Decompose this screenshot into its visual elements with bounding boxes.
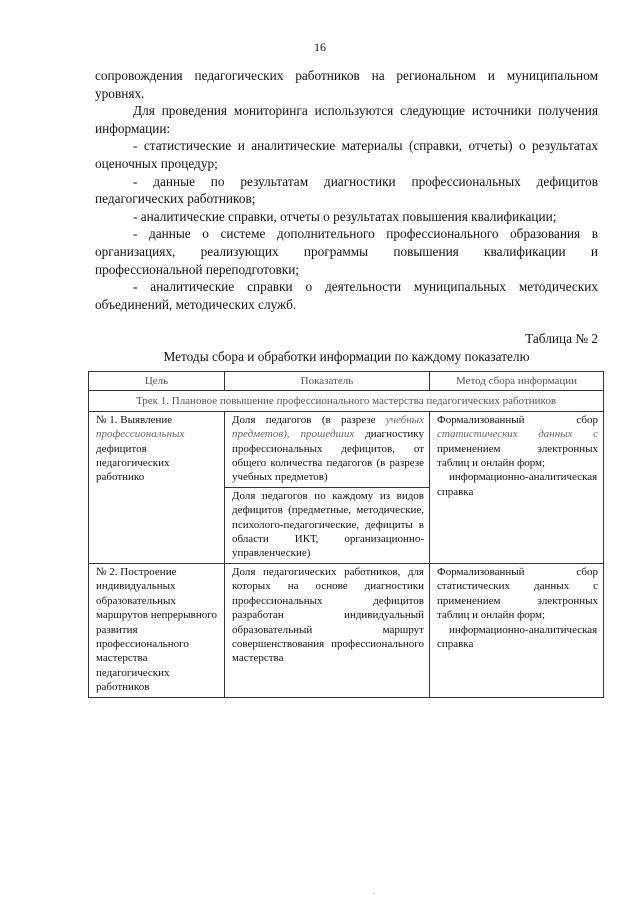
track-heading: Трек 1. Плановое повышение профессионального мастерства педагогических работников — [89, 391, 604, 411]
method-text-rest: применением электронных таблиц и онлайн форм; — [437, 442, 598, 470]
indicator-text: Доля педагогов (в разрезе — [232, 413, 376, 426]
table-title: Методы сбора и обработки информации по каждому показателю — [163, 349, 530, 364]
list-item: - статистические и аналитические материалы (справки, отчеты) о результатах оценочных процедур; — [95, 138, 598, 171]
goal-title: № 1. Выявление — [96, 413, 173, 426]
goal-cell: № 2. Построение индивидуальных образовательных маршрутов непрерывного развития профессионального мастерства педагогических работников — [89, 563, 225, 697]
table-header-row — [89, 372, 604, 391]
list-item: - аналитические справки, отчеты о результатах повышения квалификации; — [133, 208, 557, 224]
column-header-indicator: Показатель — [225, 372, 430, 391]
table-row — [89, 563, 604, 697]
indicator-text-rest: диагностику профессиональных дефицитов, от общего количества педагогов (в разрезе учебных предметов) — [232, 428, 424, 484]
method-text: Формализованный сбор статистических данных с применением электронных таблиц и онлайн форм; — [437, 565, 598, 622]
paragraph: Для проведения мониторинга используются следующие источники получения информации: — [95, 103, 598, 136]
column-header-method: Метод сбора информации — [430, 372, 604, 391]
list-item: - аналитические справки о деятельности муниципальных методических объединений, методических служб. — [95, 279, 598, 312]
method-cell — [430, 411, 604, 563]
indicator-cell: Доля педагогических работников, для которых на основе диагностики профессиональных дефицитов разработан индивидуальный образовательный маршрут совершенствования профессионального мастерства — [225, 563, 430, 697]
table-number: Таблица № 2 — [525, 331, 598, 346]
methods-table — [88, 371, 604, 698]
goal-cell — [89, 411, 225, 563]
list-item: - данные по результатам диагностики профессиональных дефицитов педагогических работников; — [95, 173, 598, 207]
method-cell — [430, 563, 604, 697]
table-row — [89, 411, 604, 487]
method-extra: информационно-аналитическая справка — [437, 471, 598, 498]
track-row — [89, 391, 604, 411]
body-text — [95, 67, 598, 313]
list-item: - данные о системе дополнительного профессионального образования в организациях, реализующих программы повышения квалификации и профессиональной переподготовки; — [95, 226, 598, 277]
indicator-text-faded: учебных предметов), прошедших — [232, 413, 425, 441]
method-text: Формализованный сбор — [437, 413, 598, 426]
page-number: 16 — [314, 40, 326, 54]
paragraph: сопровождения педагогических работников на региональном и муниципальном уровнях. — [95, 68, 598, 101]
goal-title-faded: профессиональных — [96, 428, 185, 441]
column-header-goal: Цель — [89, 372, 225, 391]
method-extra: информационно-аналитическая справка — [437, 623, 598, 650]
indicator-cell — [225, 411, 430, 487]
goal-title-rest: дефицитов педагогических работнико — [96, 442, 170, 484]
scan-mark: · — [372, 889, 376, 900]
indicator-cell: Доля педагогов по каждому из видов дефицитов (предметные, методические, психолого-педагогические, дефициты в области ИКТ, организационно-управленческие) — [225, 487, 430, 563]
method-text-faded: статистических данных с — [437, 428, 598, 441]
